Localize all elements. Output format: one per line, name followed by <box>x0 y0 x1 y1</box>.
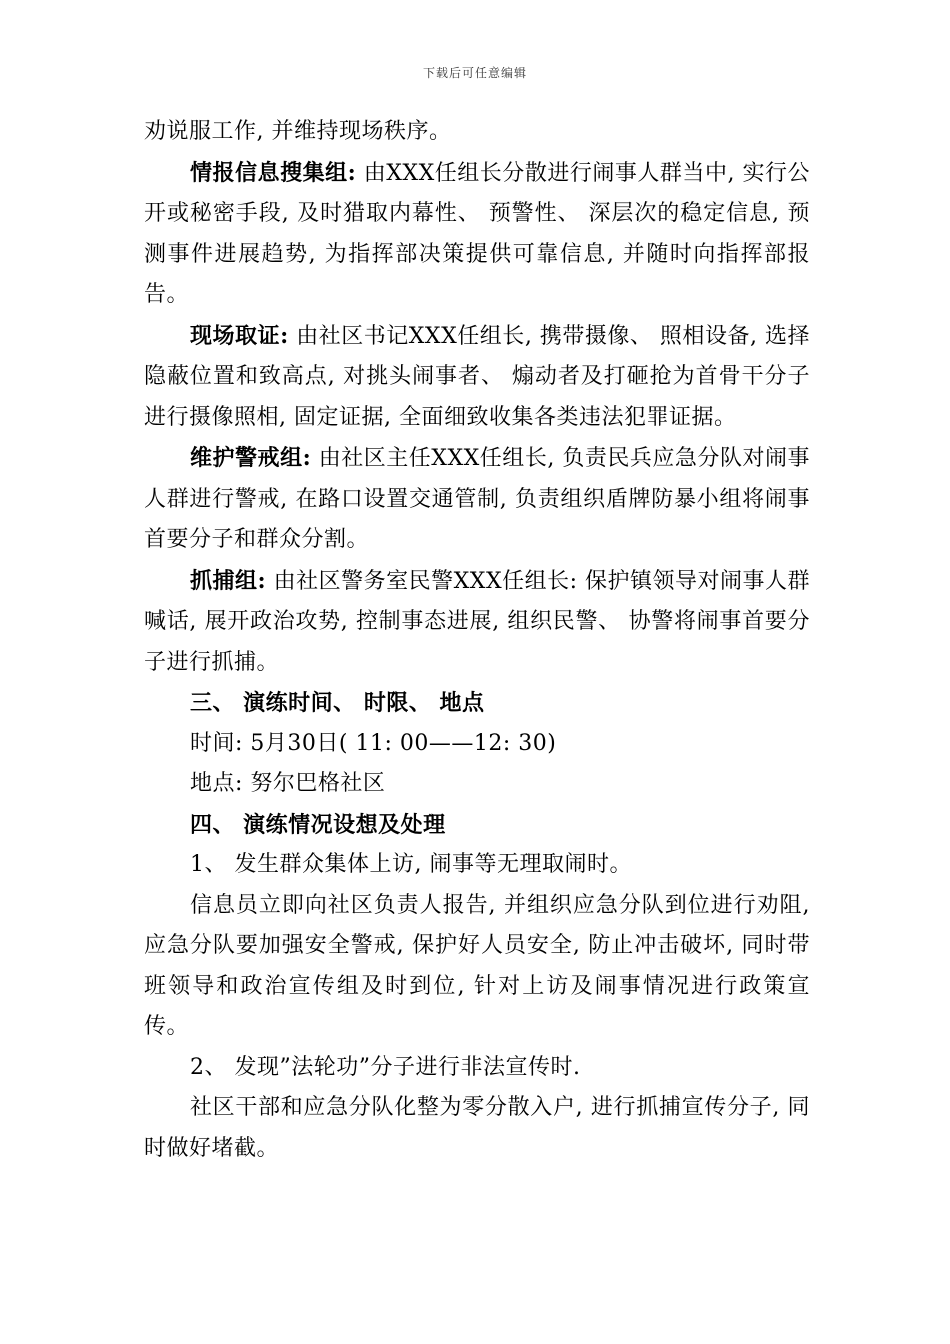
paragraph-intel-group <box>144 153 810 316</box>
document-body <box>144 112 810 1169</box>
section-heading-3: 三、 演练时间、 时限、 地点 <box>190 690 485 716</box>
scenario-2-title: 2、 发现”法轮功”分子进行非法宣传时. <box>190 1054 581 1080</box>
intel-group-label: 情报信息搜集组: <box>190 159 357 186</box>
paragraph-guard-group <box>144 438 810 561</box>
paragraph-continuation: 劝说服工作, 并维持现场秩序。 <box>144 119 452 144</box>
arrest-group-label: 抓捕组: <box>190 567 267 594</box>
paragraph-arrest-group <box>144 561 810 684</box>
evidence-group-text: 由社区书记XXX任组长, 携带摄像、 照相设备, 选择隐蔽位置和致高点, 对挑头闹事者、 煽动者及打砸抢为首骨干分子进行摄像照相, 固定证据, 全面细致收集各类违法犯罪证据。 <box>144 323 810 430</box>
arrest-group-text: 由社区警务室民警XXX任组长: 保护镇领导对闹事人群喊话, 展开政治攻势, 控制事态进展, 组织民警、 协警将闹事首要分子进行抓捕。 <box>144 568 811 675</box>
section-heading-4: 四、 演练情况设想及处理 <box>190 811 446 838</box>
scenario-1-text: 信息员立即向社区负责人报告, 并组织应急分队到位进行劝阻, 应急分队要加强安全警戒, 保护好人员安全, 防止冲击破坏, 同时带班领导和政治宣传组及时到位, 针对上访及闹事情况进行政策宣传。 <box>144 892 810 1039</box>
intel-group-text: 由XXX任组长分散进行闹事人群当中, 实行公开或秘密手段, 及时猎取内幕性、 预警性、 深层次的稳定信息, 预测事件进展趋势, 为指挥部决策提供可靠信息, 并随时向指挥部报告。 <box>144 160 810 307</box>
scenario-2-text: 社区干部和应急分队化整为零分散入户, 进行抓捕宣传分子, 同时做好堵截。 <box>144 1095 810 1161</box>
drill-time: 时间: 5月30日( 11: 00——12: 30) <box>190 730 557 756</box>
evidence-group-label: 现场取证: <box>190 322 289 349</box>
page-header-note: 下载后可任意编辑 <box>422 66 527 80</box>
guard-group-label: 维护警戒组: <box>190 445 312 471</box>
drill-place: 地点: 努尔巴格社区 <box>190 771 386 796</box>
guard-group-text: 由社区主任XXX任组长, 负责民兵应急分队对闹事人群进行警戒, 在路口设置交通管制, 负责组织盾牌防暴小组将闹事首要分子和群众分割。 <box>144 446 810 552</box>
scenario-1-title: 1、 发生群众集体上访, 闹事等无理取闹时。 <box>190 852 632 877</box>
paragraph-evidence-group <box>144 316 810 439</box>
